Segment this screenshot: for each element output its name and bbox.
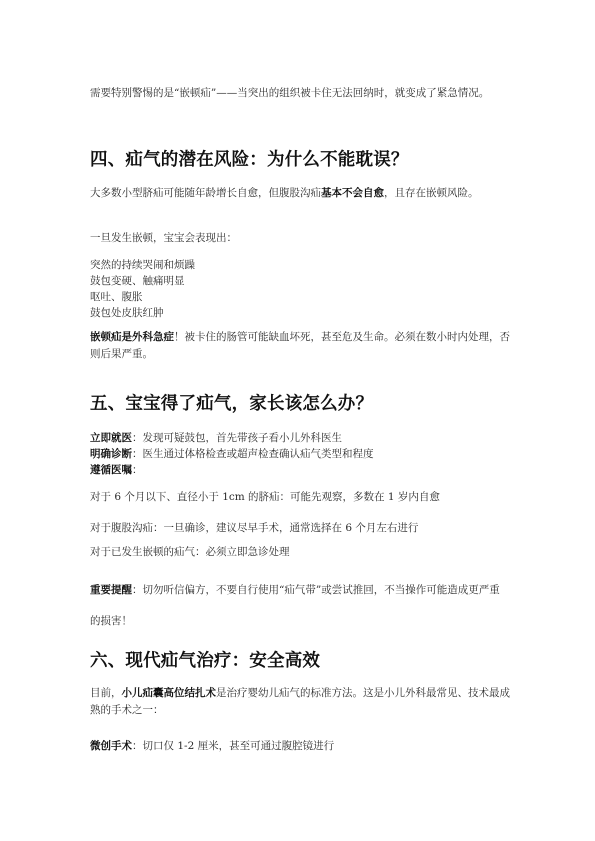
section-4-paragraph-2 xyxy=(90,230,510,247)
advice-1-text: 对于 6 个月以下、直径小于 1cm 的脐疝：可能先观察，多数在 1 岁内自愈 xyxy=(90,491,440,503)
section-4-p1-bold: 基本不会自愈 xyxy=(321,187,384,199)
section-4-paragraph-3 xyxy=(90,329,510,363)
section-4-p2-text: 一旦发生嵌顿，宝宝会表现出： xyxy=(90,232,237,244)
section-4-heading-text: 四、疝气的潜在风险：为什么不能耽误？ xyxy=(90,150,409,170)
action-item-3-bold: 遵循医嘱 xyxy=(90,464,132,476)
section-6-p1-bold: 小儿疝囊高位结扎术 xyxy=(121,687,216,699)
section-6-p1-text-b: 是治疗婴幼儿疝气的标准方法。这是小儿外科最常见、技术最成熟的手术之一： xyxy=(90,687,510,716)
section-4-paragraph-1 xyxy=(90,185,510,202)
section-4-p1-text-a: 大多数小型脐疝可能随年龄增长自愈，但腹股沟疝 xyxy=(90,187,321,199)
section-4-p3-text: ！被卡住的肠管可能缺血坏死，甚至危及生命。必须在数小时内处理，否则后果严重。 xyxy=(90,331,510,360)
action-item-2-text: ：医生通过体格检查或超声检查确认疝气类型和程度 xyxy=(132,448,374,460)
section-6-minimally-invasive-item xyxy=(90,738,510,755)
important-reminder xyxy=(90,575,510,637)
action-item-3-text: ： xyxy=(132,464,143,476)
minimally-invasive-bold: 微创手术 xyxy=(90,740,132,752)
reminder-bold: 重要提醒 xyxy=(90,584,132,596)
section-6-paragraph-1 xyxy=(90,685,510,719)
advice-umbilical-hernia xyxy=(90,489,510,506)
section-6-p1-text-a: 目前， xyxy=(90,687,122,699)
advice-3-text: 对于已发生嵌顿的疝气：必须立即急诊处理 xyxy=(90,546,290,558)
section-5-heading-text: 五、宝宝得了疝气，家长该怎么办？ xyxy=(90,394,374,414)
section-4-p1-text-b: ，且存在嵌顿风险。 xyxy=(384,187,479,199)
advice-2-text: 对于腹股沟疝：一旦确诊，建议尽早手术，通常选择在 6 个月左右进行 xyxy=(90,522,419,534)
reminder-text: ：切勿听信偏方，不要自行使用“疝气带”或尝试推回，不当操作可能造成更严重的损害！ xyxy=(90,584,500,627)
advice-incarcerated-hernia xyxy=(90,544,510,561)
symptom-item: 鼓包处皮肤红肿 xyxy=(90,307,164,319)
minimally-invasive-text: ：切口仅 1-2 厘米，甚至可通过腹腔镜进行 xyxy=(132,740,335,752)
section-6-heading-text: 六、现代疝气治疗：安全高效 xyxy=(90,651,321,671)
section-4-p3-bold: 嵌顿疝是外科急症 xyxy=(90,331,174,343)
intro-warning-text: 需要特别警惕的是“嵌顿疝”——当突出的组织被卡住无法回纳时，就变成了紧急情况。 xyxy=(90,87,490,99)
section-5-heading xyxy=(90,393,510,415)
action-item-seek-care xyxy=(90,430,510,446)
action-item-1-text: ：发现可疑鼓包，首先带孩子看小儿外科医生 xyxy=(132,432,342,444)
action-item-2-bold: 明确诊断 xyxy=(90,448,132,460)
symptom-item: 呕吐、腹胀 xyxy=(90,291,143,303)
symptom-list xyxy=(90,257,510,321)
action-item-1-bold: 立即就医 xyxy=(90,432,132,444)
advice-inguinal-hernia xyxy=(90,520,510,537)
symptom-item: 突然的持续哭闹和烦躁 xyxy=(90,259,195,271)
section-4-heading xyxy=(90,149,510,171)
intro-warning-paragraph xyxy=(90,78,510,109)
action-item-diagnosis xyxy=(90,446,510,462)
symptom-item: 鼓包变硬、触痛明显 xyxy=(90,275,185,287)
action-item-follow-advice xyxy=(90,462,510,478)
section-5-action-list xyxy=(90,430,510,478)
section-6-heading xyxy=(90,650,510,672)
